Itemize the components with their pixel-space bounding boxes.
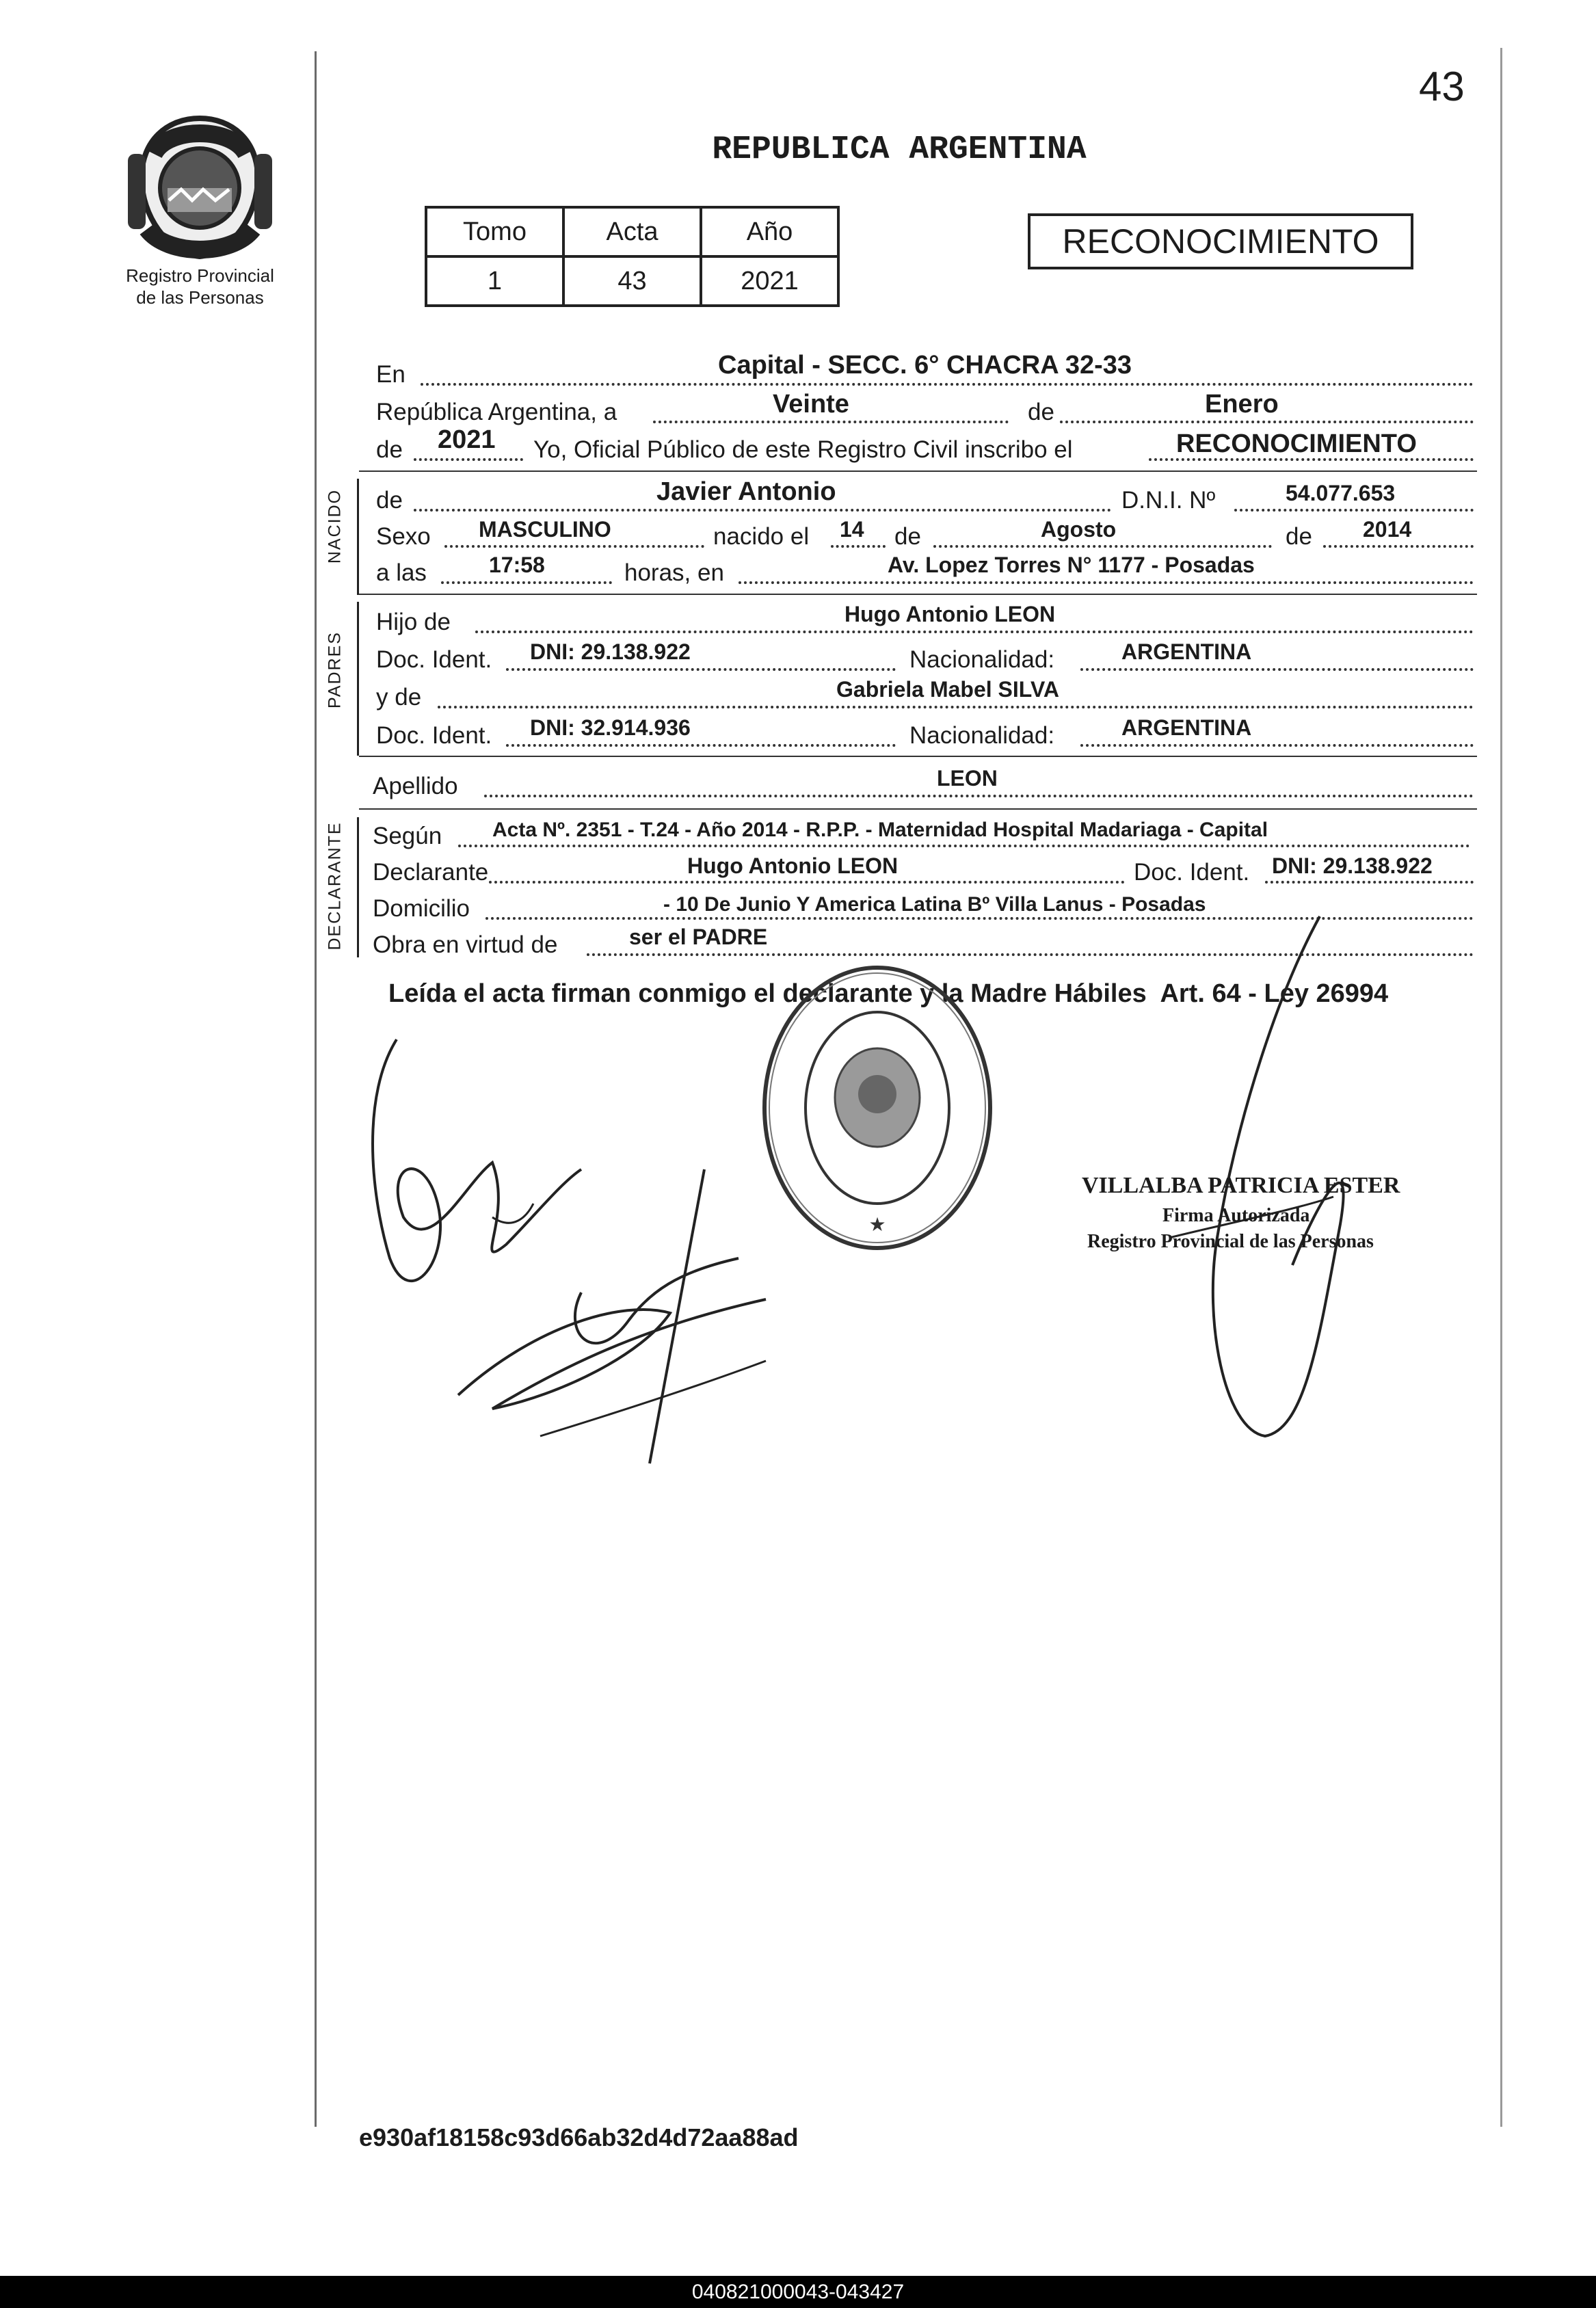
obra-label: Obra en virtud de: [373, 931, 558, 958]
doc-ident-label: Doc. Ident.: [1134, 859, 1250, 886]
nacionalidad-label: Nacionalidad:: [909, 722, 1055, 749]
birth-time: 17:58: [489, 553, 545, 577]
closing-statement: Leída el acta firman conmigo el declarante y la Madre Hábiles Art. 64 - Ley 26994: [388, 979, 1389, 1008]
declarante-bracket: [357, 817, 359, 957]
dots: [489, 881, 1125, 884]
padres-section-label: PADRES: [325, 631, 345, 708]
svg-text:★: ★: [868, 1213, 886, 1236]
signature-declarante: [356, 1012, 848, 1470]
yo-text: Yo, Oficial Público de este Registro Civil inscribo el: [533, 436, 1073, 463]
republica-label: República Argentina, a: [376, 399, 617, 425]
dots: [458, 845, 1470, 847]
dots: [475, 631, 1474, 633]
anio-value: 2021: [701, 256, 838, 306]
birth-year: 2014: [1363, 517, 1412, 542]
anio-header: Año: [701, 207, 838, 256]
divider: [359, 594, 1477, 595]
place-value: Capital - SECC. 6° CHACRA 32-33: [718, 351, 1132, 380]
mother-doc: DNI: 32.914.936: [530, 715, 691, 740]
declarante-label: Declarante: [373, 859, 489, 886]
dots: [414, 509, 1111, 512]
year-value: 2021: [438, 425, 496, 454]
stamp-official-name: VILLALBA PATRICIA ESTER: [1082, 1173, 1400, 1198]
horas-label: horas, en: [624, 559, 724, 586]
emblem-icon: [127, 113, 274, 260]
padres-bracket: [357, 602, 359, 756]
divider: [359, 756, 1477, 757]
mother-nationality: ARGENTINA: [1121, 715, 1252, 740]
de-label: de: [376, 487, 403, 514]
country-title: REPUBLICA ARGENTINA: [712, 131, 1087, 168]
dots: [414, 458, 523, 461]
hijo-label: Hijo de: [376, 609, 451, 635]
dots: [1080, 744, 1474, 747]
birth-day: 14: [840, 517, 864, 542]
nacido-section-label: NACIDO: [325, 488, 345, 564]
child-dni: 54.077.653: [1286, 481, 1396, 505]
nacionalidad-label: Nacionalidad:: [909, 646, 1055, 673]
tomo-value: 1: [426, 256, 563, 306]
dots: [1080, 668, 1474, 671]
dots: [1323, 545, 1474, 548]
doc-ident-label: Doc. Ident.: [376, 722, 492, 749]
father-nationality: ARGENTINA: [1121, 639, 1252, 664]
dots: [506, 668, 896, 671]
dots: [484, 795, 1474, 797]
page-number: 43: [1419, 64, 1465, 109]
dots: [441, 581, 612, 584]
obra-value: ser el PADRE: [629, 925, 768, 949]
stamp-official-role: Firma Autorizada: [1162, 1205, 1310, 1226]
segun-label: Según: [373, 823, 442, 849]
signature-scribble-icon: [356, 1012, 848, 1470]
domicilio-label: Domicilio: [373, 895, 470, 922]
divider: [359, 808, 1477, 810]
footer-bar: [0, 2276, 1596, 2308]
day-value: Veinte: [773, 390, 849, 419]
birth-month: Agosto: [1041, 517, 1117, 542]
birth-place: Av. Lopez Torres N° 1177 - Posadas: [888, 553, 1255, 577]
province-emblem: [127, 113, 274, 260]
record-type-box: RECONOCIMIENTO: [1028, 213, 1413, 269]
dots: [739, 581, 1474, 584]
dots: [444, 545, 704, 548]
footer-code: 040821000043-043427: [691, 2281, 905, 2303]
dni-label: D.N.I. Nº: [1121, 487, 1216, 514]
nacido-el-label: nacido el: [713, 523, 810, 550]
mother-name: Gabriela Mabel SILVA: [836, 677, 1060, 702]
dots: [506, 744, 896, 747]
tomo-header: Tomo: [426, 207, 563, 256]
de-label: de: [1028, 399, 1054, 425]
doc-ident-label: Doc. Ident.: [376, 646, 492, 673]
office-label-line1: Registro Provincial: [126, 265, 274, 286]
dots: [1060, 421, 1474, 423]
dots: [831, 545, 886, 548]
dots: [1234, 509, 1474, 512]
en-label: En: [376, 361, 405, 388]
left-margin-line: [315, 51, 317, 2127]
de-label: de: [894, 523, 921, 550]
acta-value: 43: [563, 256, 701, 306]
sexo-label: Sexo: [376, 523, 431, 550]
father-doc: DNI: 29.138.922: [530, 639, 691, 664]
child-name: Javier Antonio: [656, 477, 836, 506]
de-label: de: [1286, 523, 1312, 550]
a-las-label: a las: [376, 559, 427, 586]
right-margin-line: [1500, 48, 1502, 2127]
dots: [421, 383, 1474, 386]
domicilio-value: - 10 De Junio Y America Latina Bº Villa Lanus - Posadas: [663, 893, 1206, 916]
father-name: Hugo Antonio LEON: [844, 602, 1056, 626]
dots: [438, 706, 1474, 708]
de-label: de: [376, 436, 403, 463]
declarante-doc: DNI: 29.138.922: [1272, 853, 1433, 878]
acta-header: Acta: [563, 207, 701, 256]
dots: [653, 421, 1009, 423]
declarante-name: Hugo Antonio LEON: [687, 853, 899, 878]
dots: [933, 545, 1272, 548]
act-value: RECONOCIMIENTO: [1176, 429, 1417, 458]
sexo-value: MASCULINO: [479, 517, 611, 542]
apellido-label: Apellido: [373, 773, 458, 799]
stamp-official-office: Registro Provincial de las Personas: [1087, 1231, 1374, 1252]
divider: [359, 470, 1477, 472]
segun-value: Acta Nº. 2351 - T.24 - Año 2014 - R.P.P. - Maternidad Hospital Madariaga - Capital: [492, 819, 1268, 841]
volume-table: [425, 206, 840, 307]
apellido-value: LEON: [937, 766, 998, 791]
y-de-label: y de: [376, 684, 422, 711]
month-value: Enero: [1205, 390, 1279, 419]
nacido-bracket: [357, 479, 359, 595]
dots: [1265, 881, 1474, 884]
document-hash: e930af18158c93d66ab32d4d72aa88ad: [359, 2123, 799, 2151]
office-label-line2: de las Personas: [136, 287, 264, 308]
declarante-section-label: DECLARANTE: [325, 821, 345, 951]
